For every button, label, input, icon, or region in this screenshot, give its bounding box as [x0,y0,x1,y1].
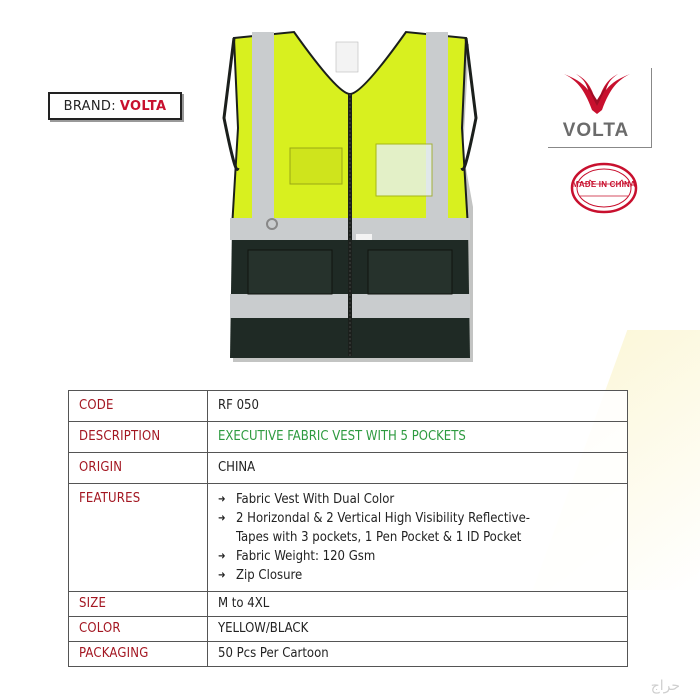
brand-tag-key: BRAND: [63,98,116,114]
origin-label: ORIGIN [69,453,208,484]
features-value [208,484,628,592]
color-label: COLOR [69,617,208,642]
made-in-china-stamp [568,160,640,216]
spec-row-code [69,391,628,422]
spec-row-color [69,617,628,642]
logo-name: VOLTA [562,120,630,141]
brand-logo [548,68,652,148]
spec-row-description [69,422,628,453]
spec-row-origin [69,453,628,484]
size-label: SIZE [69,592,208,617]
code-value: RF 050 [208,391,628,422]
size-value: M to 4XL [208,592,628,617]
watermark: حراج [650,678,680,694]
winged-v-logo-icon [562,70,632,116]
feature-item: ➜ Fabric Weight: 120 Gsm [218,547,627,566]
feature-item: Tapes with 3 pockets, 1 Pen Pocket & 1 ID Pocket [236,530,522,545]
feature-item: ➜ Fabric Vest With Dual Color [218,490,627,509]
packaging-label: PACKAGING [69,642,208,667]
color-value: YELLOW/BLACK [208,617,628,642]
stamp-text: MADE IN CHINA [572,180,636,189]
packaging-value: 50 Pcs Per Cartoon [208,642,628,667]
spec-row-size [69,592,628,617]
brand-tag [48,92,182,120]
specification-table [68,390,628,667]
features-list [218,490,627,585]
brand-tag-value: VOLTA [119,98,167,114]
code-label: CODE [69,391,208,422]
origin-value: CHINA [208,453,628,484]
description-label: DESCRIPTION [69,422,208,453]
spec-row-features [69,484,628,592]
vest-image [200,28,510,368]
feature-item: ➜ Zip Closure [218,566,627,585]
features-label: FEATURES [69,484,208,592]
feature-item: ➜ 2 Horizondal & 2 Vertical High Visibility Reflective- [218,509,627,528]
description-value: EXECUTIVE FABRIC VEST WITH 5 POCKETS [208,422,628,453]
spec-row-packaging [69,642,628,667]
